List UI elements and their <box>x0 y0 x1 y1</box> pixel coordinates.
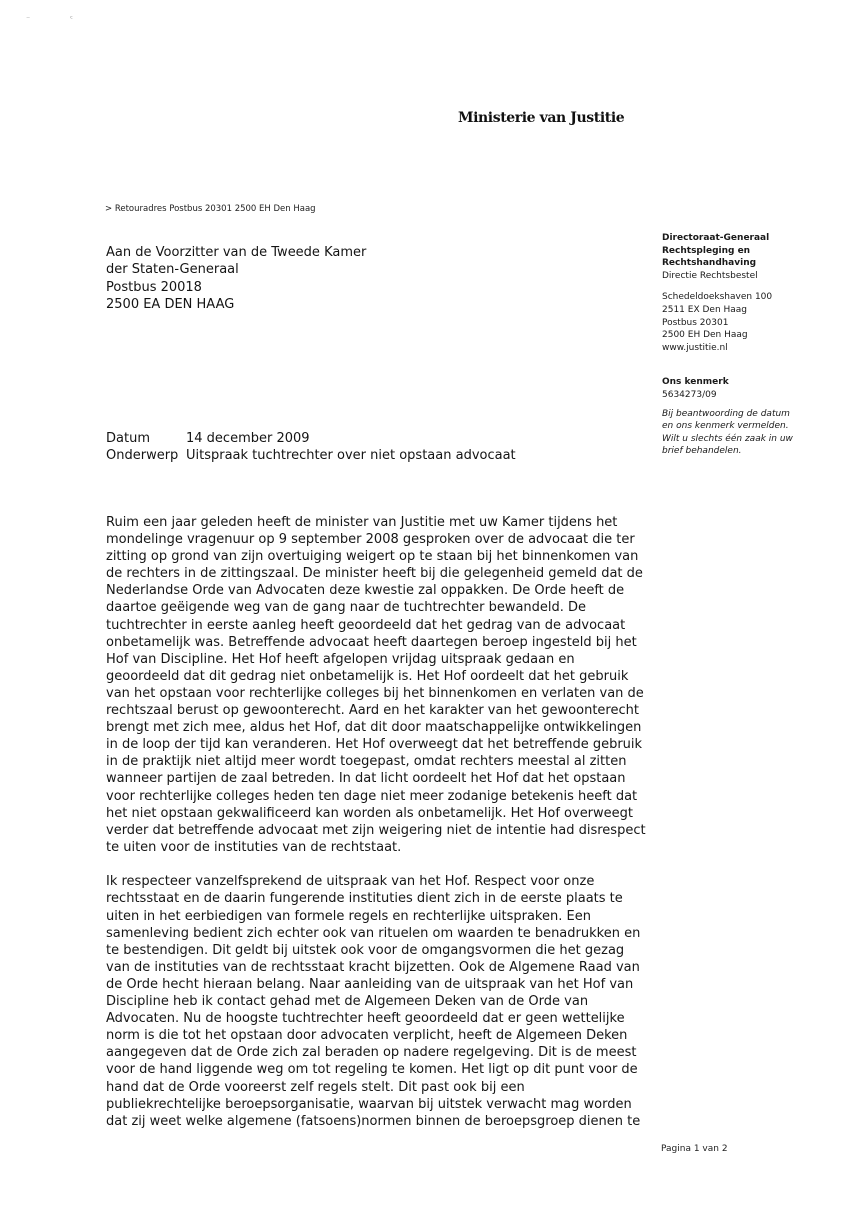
scan-artifact-mark: ᶜ <box>70 14 73 23</box>
website-link[interactable]: www.justitie.nl <box>662 342 728 353</box>
body-line: te uiten voor de instituties van de rechtstaat. <box>106 839 402 855</box>
body-line: aangegeven dat de Orde zich zal beraden op nadere regelgeving. Dit is de meest <box>106 1045 637 1061</box>
body-line: van de instituties van de rechtsstaat kracht bijzetten. Ook de Algemene Raad van <box>106 959 640 975</box>
recipient-line: der Staten-Generaal <box>106 262 239 278</box>
body-line: samenleving bedient zich echter ook van rituelen om waarden te benadrukken en <box>106 925 641 941</box>
scan-artifact-mark: ⁻ <box>26 14 31 23</box>
page-indicator: Pagina 1 van 2 <box>661 1144 728 1154</box>
directorate-name: Directie Rechtsbestel <box>662 270 758 281</box>
body-line: geoordeeld dat dit gedrag niet onbetamelijk is. Het Hof oordeelt dat het gebruik <box>106 668 629 684</box>
body-paragraph <box>106 514 666 856</box>
reply-note-line: brief behandelen. <box>662 446 742 457</box>
subject-row <box>106 447 516 464</box>
body-line: rechtsstaat en de daarin fungerende instituties dient zich in de eerste plaats te <box>106 891 623 907</box>
body-line: voor de hand liggende weg om tot regeling te komen. Het ligt op dit punt voor de <box>106 1062 638 1078</box>
date-label: Datum <box>106 431 150 446</box>
body-line: onbetamelijk was. Betreffende advocaat heeft daartegen beroep ingesteld bij het <box>106 634 637 650</box>
body-line: Nederlandse Orde van Advocaten deze kwestie zal oppakken. De Orde heeft de <box>106 583 625 599</box>
sender-sidebar <box>662 232 842 458</box>
letter-meta <box>106 430 516 464</box>
reply-note-line: Bij beantwoording de datum <box>662 408 790 419</box>
body-line: publiekrechtelijke beroepsorganisatie, waarvan bij uitstek verwacht mag worden <box>106 1096 632 1112</box>
body-line: van het opstaan voor rechterlijke colleges bij het binnenkomen en verlaten van de <box>106 685 644 701</box>
department-name: Directoraat-Generaal <box>662 233 770 243</box>
return-address: > Retouradres Postbus 20301 2500 EH Den Haag <box>105 204 316 214</box>
body-line: voor rechterlijke colleges heden ten dage niet meer zodanige betekenis heeft dat <box>106 788 638 804</box>
recipient-address <box>106 244 366 313</box>
ministry-logo: Ministerie van Justitie <box>458 110 625 126</box>
date-row <box>106 430 516 447</box>
body-line: hand dat de Orde vooreerst zelf regels stelt. Dit past ook bij een <box>106 1079 525 1095</box>
department-name: Rechtshandhaving <box>662 258 757 269</box>
body-line: Hof van Discipline. Het Hof heeft afgelopen vrijdag uitspraak gedaan en <box>106 651 575 667</box>
recipient-line: 2500 EA DEN HAAG <box>106 296 235 312</box>
sender-address-line: 2500 EH Den Haag <box>662 330 748 341</box>
recipient-line: Aan de Voorzitter van de Tweede Kamer <box>106 245 367 260</box>
body-line: mondelinge vragenuur op 9 september 2008 gesproken over de advocaat die ter <box>106 532 635 548</box>
reference-label: Ons kenmerk <box>662 377 729 388</box>
body-line: de Orde hecht hieraan belang. Naar aanleiding van de uitspraak van het Hof van <box>106 976 634 992</box>
body-line: tuchtrechter in eerste aanleg heeft geoordeeld dat het gedrag van de advocaat <box>106 617 626 633</box>
body-line: verder dat betreffende advocaat met zijn weigering niet de intentie had disrespect <box>106 822 646 838</box>
body-line: de rechters in de zittingszaal. De minister heeft bij die gelegenheid gemeld dat de <box>106 566 643 582</box>
sender-address-line: Postbus 20301 <box>662 317 729 328</box>
body-line: te bestendigen. Dit geldt bij uitstek ook voor de omgangsvormen die het gezag <box>106 942 625 958</box>
body-line: Ik respecteer vanzelfsprekend de uitspraak van het Hof. Respect voor onze <box>106 874 595 890</box>
sender-address-line: 2511 EX Den Haag <box>662 304 748 315</box>
department-name: Rechtspleging en <box>662 245 751 256</box>
reference-value: 5634273/09 <box>662 389 717 400</box>
subject-value: Uitspraak tuchtrechter over niet opstaan advocaat <box>186 448 516 463</box>
date-value: 14 december 2009 <box>186 431 310 446</box>
reply-note-line: Wilt u slechts één zaak in uw <box>662 433 793 444</box>
body-line: in de loop der tijd kan veranderen. Het Hof overweegt dat het betreffende gebruik <box>106 737 643 753</box>
body-line: in de praktijk niet altijd meer wordt toegepast, omdat rechters meestal al zitten <box>106 754 627 770</box>
body-paragraph <box>106 873 666 1129</box>
body-line: Ruim een jaar geleden heeft de minister van Justitie met uw Kamer tijdens het <box>106 515 618 530</box>
body-line: daartoe geëigende weg van de gang naar de tuchtrechter bewandeld. De <box>106 600 587 616</box>
body-line: Discipline heb ik contact gehad met de Algemeen Deken van de Orde van <box>106 994 589 1010</box>
recipient-line: Postbus 20018 <box>106 279 202 295</box>
sender-address-line: Schedeldoekshaven 100 <box>662 292 773 303</box>
letter-body <box>106 514 666 1130</box>
body-line: rechtszaal berust op gewoonterecht. Aard en het karakter van het gewoonterecht <box>106 703 639 719</box>
body-line: Advocaten. Nu de hoogste tuchtrechter heeft geoordeeld dat er geen wettelijke <box>106 1011 625 1027</box>
body-line: dat zij weet welke algemene (fatsoens)normen binnen de beroepsgroep dienen te <box>106 1113 641 1129</box>
subject-label: Onderwerp <box>106 448 179 463</box>
body-line: uiten in het eerbiedigen van formele regels en rechterlijke uitspraken. Een <box>106 908 591 924</box>
body-line: zitting op grond van zijn overtuiging weigert op te staan bij het binnenkomen van <box>106 549 639 565</box>
body-line: het niet opstaan gekwalificeerd kan worden als onbetamelijk. Het Hof overweegt <box>106 805 634 821</box>
reply-note-line: en ons kenmerk vermelden. <box>662 421 789 432</box>
body-line: wanneer partijen de zaal betreden. In dat licht oordeelt het Hof dat het opstaan <box>106 771 626 787</box>
body-line: brengt met zich mee, aldus het Hof, dat dit door maatschappelijke ontwikkelingen <box>106 720 642 736</box>
body-line: norm is die tot het opstaan door advocaten verplicht, heeft de Algemeen Deken <box>106 1028 628 1044</box>
